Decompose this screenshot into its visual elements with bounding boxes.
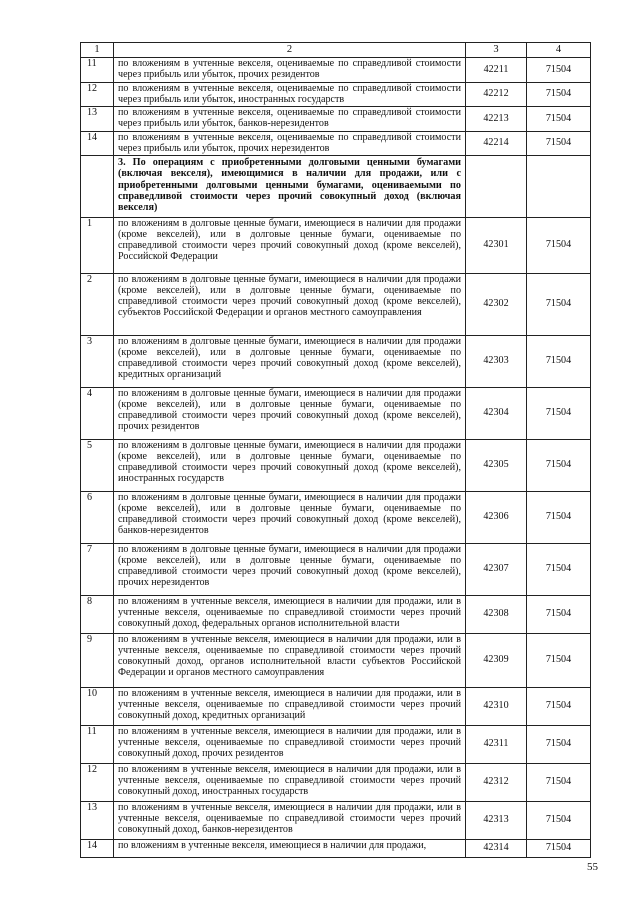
row-description: по вложениям в долговые ценные бумаги, имеющиеся в наличии для продажи (кроме векселей), или в долговые ценные бумаги, оцениваемые по справедливой стоимости через прочий совокупный доход (кроме векселей), банков-нерезидентов [114,492,466,544]
row-number: 14 [81,840,114,858]
header-col-1: 1 [81,43,114,58]
row-description: по вложениям в учтенные векселя, оцениваемые по справедливой стоимости через прибыль или убыток, прочих нерезидентов [114,132,466,156]
row-symbol-code: 71504 [527,688,591,726]
table-row [81,634,591,688]
row-account-number: 42313 [466,802,527,840]
table-row [81,132,591,156]
header-col-3: 3 [466,43,527,58]
row-symbol-code: 71504 [527,440,591,492]
row-account-number: 42304 [466,388,527,440]
row-symbol-code: 71504 [527,58,591,83]
table-row [81,218,591,274]
row-number: 11 [81,58,114,83]
table-body [81,43,591,858]
row-account-number: 42310 [466,688,527,726]
row-symbol-code: 71504 [527,388,591,440]
row-symbol-code: 71504 [527,802,591,840]
header-row [81,43,591,58]
table-row [81,596,591,634]
row-account-number: 42309 [466,634,527,688]
row-number: 6 [81,492,114,544]
row-account-number: 42314 [466,840,527,858]
row-number: 14 [81,132,114,156]
row-number [81,156,114,218]
row-description: по вложениям в долговые ценные бумаги, имеющиеся в наличии для продажи (кроме векселей), или в долговые ценные бумаги, оцениваемые по справедливой стоимости через прочий совокупный доход (кроме векселей), кредитных организаций [114,336,466,388]
row-symbol-code: 71504 [527,218,591,274]
row-account-number: 42213 [466,107,527,132]
row-number: 1 [81,218,114,274]
row-account-number: 42301 [466,218,527,274]
table-row [81,764,591,802]
table-row [81,492,591,544]
row-symbol-code: 71504 [527,596,591,634]
row-description: по вложениям в учтенные векселя, оцениваемые по справедливой стоимости через прибыль или убыток, иностранных государств [114,83,466,107]
row-description: по вложениям в учтенные векселя, имеющиеся в наличии для продажи, или в учтенные векселя, оцениваемые по справедливой стоимости через прочий совокупный доход, иностранных государств [114,764,466,802]
row-description: по вложениям в учтенные векселя, имеющиеся в наличии для продажи, или в учтенные векселя, оцениваемые по справедливой стоимости через прочий совокупный доход, федеральных органов исполнительной власти [114,596,466,634]
row-account-number: 42311 [466,726,527,764]
row-number: 11 [81,726,114,764]
header-col-4: 4 [527,43,591,58]
row-description: по вложениям в учтенные векселя, имеющиеся в наличии для продажи, или в учтенные векселя, оцениваемые по справедливой стоимости через прочий совокупный доход, кредитных организаций [114,688,466,726]
row-description: по вложениям в долговые ценные бумаги, имеющиеся в наличии для продажи (кроме векселей), или в долговые ценные бумаги, оцениваемые по справедливой стоимости через прочий совокупный доход (кроме векселей), иностранных государств [114,440,466,492]
table-row [81,156,591,218]
row-number: 12 [81,764,114,802]
row-description: по вложениям в долговые ценные бумаги, имеющиеся в наличии для продажи (кроме векселей), или в долговые ценные бумаги, оцениваемые по справедливой стоимости через прочий совокупный доход (кроме векселей), прочих нерезидентов [114,544,466,596]
row-number: 13 [81,802,114,840]
table-row [81,440,591,492]
row-symbol-code: 71504 [527,132,591,156]
table-row [81,388,591,440]
page-number: 55 [587,861,598,873]
row-account-number: 42302 [466,274,527,336]
row-number: 5 [81,440,114,492]
row-symbol-code: 71504 [527,544,591,596]
row-number: 13 [81,107,114,132]
row-description: по вложениям в учтенные векселя, имеющиеся в наличии для продажи, [114,840,466,858]
row-number: 7 [81,544,114,596]
row-account-number: 42306 [466,492,527,544]
row-number: 3 [81,336,114,388]
row-symbol-code: 71504 [527,336,591,388]
table-row [81,336,591,388]
row-account-number: 42312 [466,764,527,802]
row-number: 8 [81,596,114,634]
row-symbol-code: 71504 [527,840,591,858]
row-description: по вложениям в долговые ценные бумаги, имеющиеся в наличии для продажи (кроме векселей), или в долговые ценные бумаги, оцениваемые по справедливой стоимости через прочий совокупный доход (кроме векселей), субъектов Российской Федерации и органов местного самоуправления [114,274,466,336]
accounts-table [80,42,591,858]
row-number: 4 [81,388,114,440]
row-number: 2 [81,274,114,336]
row-symbol-code: 71504 [527,634,591,688]
table-row [81,58,591,83]
row-description: по вложениям в учтенные векселя, оцениваемые по справедливой стоимости через прибыль или убыток, банков-нерезидентов [114,107,466,132]
row-number: 12 [81,83,114,107]
row-symbol-code: 71504 [527,764,591,802]
row-account-number: 42214 [466,132,527,156]
row-account-number: 42308 [466,596,527,634]
row-account-number: 42212 [466,83,527,107]
table-row [81,726,591,764]
row-number: 9 [81,634,114,688]
table-row [81,544,591,596]
row-description: по вложениям в учтенные векселя, оцениваемые по справедливой стоимости через прибыль или убыток, прочих резидентов [114,58,466,83]
row-symbol-code: 71504 [527,274,591,336]
row-symbol-code: 71504 [527,492,591,544]
row-symbol-code: 71504 [527,726,591,764]
row-description: по вложениям в учтенные векселя, имеющиеся в наличии для продажи, или в учтенные векселя, оцениваемые по справедливой стоимости через прочий совокупный доход, банков-нерезидентов [114,802,466,840]
row-symbol-code: 71504 [527,83,591,107]
header-col-2: 2 [114,43,466,58]
row-description: по вложениям в учтенные векселя, имеющиеся в наличии для продажи, или в учтенные векселя, оцениваемые по справедливой стоимости через прочий совокупный доход, органов исполнительной власти субъектов Российской Федерации и органов местного самоуправления [114,634,466,688]
row-account-number [466,156,527,218]
table-row [81,840,591,858]
row-account-number: 42211 [466,58,527,83]
table-row [81,802,591,840]
row-account-number: 42305 [466,440,527,492]
table-row [81,107,591,132]
row-description: по вложениям в долговые ценные бумаги, имеющиеся в наличии для продажи (кроме векселей), или в долговые ценные бумаги, оцениваемые по справедливой стоимости через прочий совокупный доход (кроме векселей), прочих резидентов [114,388,466,440]
row-account-number: 42303 [466,336,527,388]
row-symbol-code: 71504 [527,107,591,132]
row-description: по вложениям в долговые ценные бумаги, имеющиеся в наличии для продажи (кроме векселей), или в долговые ценные бумаги, оцениваемые по справедливой стоимости через прочий совокупный доход (кроме векселей), Российской Федерации [114,218,466,274]
row-symbol-code [527,156,591,218]
row-account-number: 42307 [466,544,527,596]
table-row [81,274,591,336]
table-row [81,83,591,107]
row-description: 3. По операциям с приобретенными долговыми ценными бумагами (включая векселя), имеющимися в наличии для продажи, или с приобретенными долговыми ценными бумагами, оцениваемыми по справедливой стоимости через прочий совокупный доход (включая векселя) [114,156,466,218]
table-row [81,688,591,726]
row-number: 10 [81,688,114,726]
row-description: по вложениям в учтенные векселя, имеющиеся в наличии для продажи, или в учтенные векселя, оцениваемые по справедливой стоимости через прочий совокупный доход, прочих резидентов [114,726,466,764]
